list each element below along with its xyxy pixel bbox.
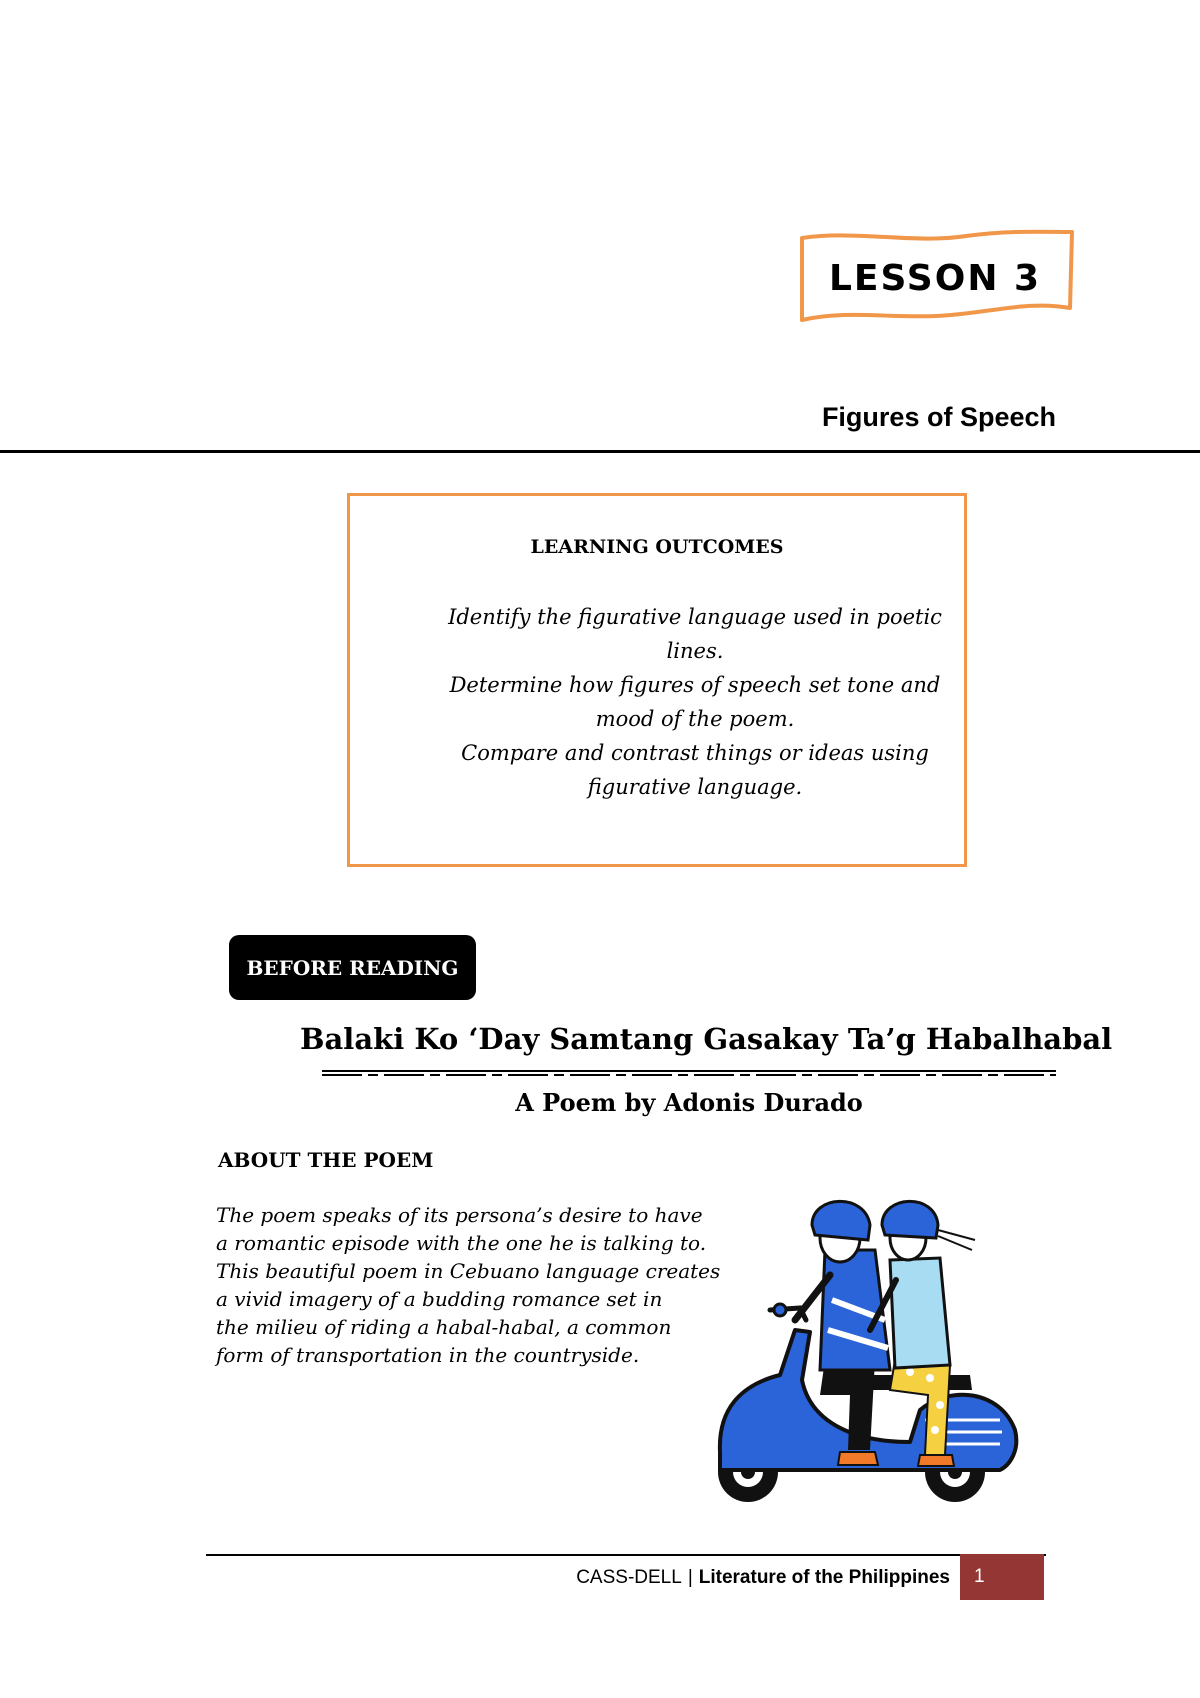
footer-subject: Literature of the Philippines — [698, 1567, 950, 1588]
lesson-title: Figures of Speech — [821, 402, 1056, 432]
learning-outcome-item: Determine how figures of speech set tone and mood of the poem. — [449, 673, 941, 731]
poem-title: Balaki Ko ‘Day Samtang Gasakay Ta’g Habalhabal — [300, 1022, 1113, 1056]
about-poem-line: the milieu of riding a habal-habal, a common — [216, 1315, 672, 1339]
lesson-number: LESSON 3 — [828, 258, 1042, 299]
before-reading-label: BEFORE READING — [229, 935, 476, 1000]
couple-riding-scooter-illustration — [700, 1180, 1030, 1510]
footer-divider — [206, 1554, 1046, 1556]
footer — [576, 1567, 950, 1589]
about-poem-line: The poem speaks of its persona’s desire to have — [216, 1203, 703, 1227]
footer-separator: | — [687, 1567, 693, 1588]
about-poem-line: a vivid imagery of a budding romance set in — [216, 1287, 663, 1311]
poem-title-underline — [322, 1069, 1056, 1077]
about-poem-text — [216, 1201, 736, 1369]
page-number: 1 — [960, 1554, 1044, 1600]
header-divider — [0, 450, 1200, 453]
about-poem-line: This beautiful poem in Cebuano language creates — [216, 1259, 721, 1283]
poem-byline: A Poem by Adonis Durado — [515, 1088, 863, 1117]
learning-outcome-item: Compare and contrast things or ideas using figurative language. — [461, 741, 929, 799]
footer-source: CASS-DELL — [576, 1567, 682, 1588]
about-poem-heading: ABOUT THE POEM — [218, 1148, 434, 1172]
learning-outcome-item: Identify the figurative language used in poetic lines. — [448, 605, 942, 663]
about-poem-line: form of transportation in the countryside. — [216, 1343, 640, 1367]
learning-outcomes-heading: LEARNING OUTCOMES — [530, 536, 784, 558]
learning-outcomes-list — [440, 600, 950, 804]
about-poem-line: a romantic episode with the one he is talking to. — [216, 1231, 707, 1255]
